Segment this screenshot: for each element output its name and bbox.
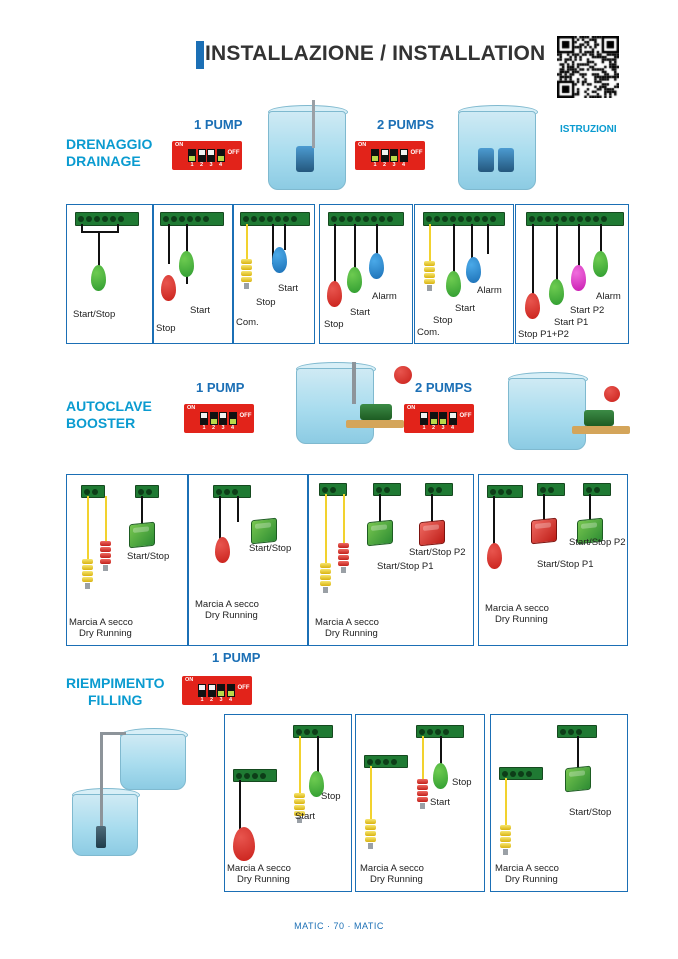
caption: Start/Stop — [249, 543, 292, 554]
caption: Start/Stop P2 — [569, 537, 626, 548]
terminal-block — [425, 483, 453, 496]
terminal-block — [328, 212, 404, 226]
dip-cell-2[interactable] — [198, 149, 206, 162]
tank-riempimento-upper — [120, 728, 186, 790]
caption: Start P2 — [570, 305, 605, 316]
dip-on-label: ON — [185, 677, 194, 683]
caption: Dry Running — [325, 628, 378, 639]
dip-switch-drenaggio-2pumps[interactable] — [355, 141, 425, 170]
dip-cell-1[interactable] — [200, 412, 208, 425]
wire — [325, 494, 327, 564]
dip-cell-4[interactable] — [449, 412, 457, 425]
qr-code[interactable] — [557, 36, 619, 98]
wire — [343, 494, 345, 546]
wiring-panel-drenaggio-4 — [319, 204, 413, 344]
dip-on-label: ON — [358, 142, 367, 148]
float-switch-green — [446, 271, 461, 297]
caption: Marcia A secco — [195, 599, 259, 610]
section-title-en: BOOSTER — [66, 415, 136, 431]
dip-number-2: 2 — [211, 425, 216, 431]
dip-cell-4[interactable] — [227, 684, 235, 697]
wire — [493, 496, 495, 546]
caption: Alarm — [477, 285, 502, 296]
float-switch-green-2 — [593, 251, 608, 277]
wire — [239, 780, 241, 830]
terminal-block — [583, 483, 611, 496]
terminal-block — [373, 483, 401, 496]
box-float-green — [251, 518, 277, 545]
terminal-block — [537, 483, 565, 496]
dip-cell-1[interactable] — [420, 412, 428, 425]
pump-riser-1 — [312, 100, 315, 148]
caption: Start — [278, 283, 299, 294]
caption: Start/Stop — [569, 807, 612, 818]
wire — [105, 496, 107, 544]
terminal-block — [75, 212, 139, 226]
wire — [168, 224, 170, 264]
terminal-block — [526, 212, 624, 226]
section-title-it: AUTOCLAVE — [66, 398, 152, 414]
pressure-vessel-1 — [394, 366, 412, 384]
pump-base-1 — [346, 420, 404, 428]
pump-icon-drenaggio-2a — [478, 148, 494, 172]
float-switch-green — [179, 251, 194, 277]
section-title-en: DRAINAGE — [66, 153, 141, 169]
section-title-riempimento — [66, 675, 165, 709]
dip-number-1: 1 — [373, 162, 377, 168]
float-switch-blue — [466, 257, 481, 283]
caption: Marcia A secco — [360, 863, 424, 874]
wire — [246, 224, 248, 262]
dip-off-label: OFF — [237, 685, 250, 691]
dip-cell-1[interactable] — [188, 149, 196, 162]
level-regulator-yellow — [241, 259, 252, 289]
wire — [589, 494, 591, 520]
caption: Com. — [417, 327, 440, 338]
level-regulator-yellow — [365, 819, 376, 849]
level-regulator-red — [417, 779, 428, 809]
wiring-panel-drenaggio-2 — [153, 204, 233, 344]
dip-on-label: ON — [407, 405, 416, 411]
dip-number-4: 4 — [450, 425, 455, 431]
dip-cell-3[interactable] — [390, 149, 398, 162]
caption: Start/Stop — [127, 551, 170, 562]
dip-cell-2[interactable] — [430, 412, 438, 425]
caption: Stop — [452, 777, 472, 788]
dip-off-label: OFF — [239, 413, 252, 419]
wiring-panel-riempimento-1 — [224, 714, 352, 892]
caption: Alarm — [596, 291, 621, 302]
wire — [117, 224, 119, 232]
caption: Start — [350, 307, 371, 318]
wiring-panel-autoclave-2 — [188, 474, 308, 646]
caption: Start/Stop P1 — [537, 559, 594, 570]
config-label-autoclave-1pump: 1 PUMP — [196, 380, 245, 395]
level-regulator-yellow — [424, 261, 435, 291]
pump-icon-autoclave-1 — [360, 404, 392, 420]
dip-cell-4[interactable] — [400, 149, 408, 162]
page-footer: MATIC · 70 · MATIC — [294, 921, 384, 931]
pump-icon-drenaggio-1 — [296, 146, 314, 172]
wiring-panel-autoclave-1 — [66, 474, 188, 646]
caption: Alarm — [372, 291, 397, 302]
terminal-block — [81, 485, 105, 498]
dip-cell-1[interactable] — [371, 149, 379, 162]
section-title-it: DRENAGGIO — [66, 136, 153, 152]
terminal-block — [135, 485, 159, 498]
wire — [81, 224, 83, 232]
dip-number-3: 3 — [441, 425, 445, 431]
wire — [543, 494, 545, 520]
config-label-drenaggio-2pumps: 2 PUMPS — [377, 117, 435, 132]
box-float-red — [419, 520, 445, 547]
dip-number-4: 4 — [401, 162, 406, 168]
float-switch-green — [347, 267, 362, 293]
float-switch-red — [525, 293, 540, 319]
dip-cell-4[interactable] — [229, 412, 237, 425]
box-float-green — [565, 766, 591, 793]
dip-on-label: ON — [187, 405, 196, 411]
terminal-block — [423, 212, 505, 226]
caption: Marcia A secco — [495, 863, 559, 874]
config-label-riempimento-1pump: 1 PUMP — [212, 650, 261, 665]
dip-number-1: 1 — [190, 162, 194, 168]
wire — [141, 496, 143, 524]
dip-number-4: 4 — [230, 425, 235, 431]
float-switch-magenta — [571, 265, 586, 291]
dip-cell-3[interactable] — [219, 412, 227, 425]
pump-base-2 — [572, 426, 630, 434]
wire — [87, 496, 89, 560]
caption: Start/Stop — [73, 309, 116, 320]
dip-off-label: OFF — [459, 413, 472, 419]
dip-switch-autoclave-1pump[interactable] — [184, 404, 254, 433]
dip-on-label: ON — [175, 142, 184, 148]
dip-number-4: 4 — [228, 697, 233, 703]
wire — [237, 496, 239, 522]
pump-icon-drenaggio-2b — [498, 148, 514, 172]
title-accent-bar — [196, 41, 204, 69]
dip-number-4: 4 — [218, 162, 223, 168]
wire — [532, 224, 534, 302]
box-float-red — [531, 518, 557, 545]
section-title-drenaggio — [66, 136, 152, 170]
caption: Start/Stop P2 — [409, 547, 466, 558]
tank-autoclave-1 — [296, 362, 374, 444]
dip-cell-1[interactable] — [198, 684, 206, 697]
config-label-autoclave-2pumps: 2 PUMPS — [415, 380, 473, 395]
level-regulator-red — [100, 541, 111, 571]
qr-label: ISTRUZIONI — [560, 124, 617, 135]
dip-cell-2[interactable] — [381, 149, 389, 162]
caption: Stop P1+P2 — [518, 329, 569, 340]
probe-icon — [96, 826, 106, 848]
float-switch-red — [233, 827, 255, 861]
wire — [422, 736, 424, 782]
wire — [219, 496, 221, 540]
page-title: INSTALLAZIONE / INSTALLATION — [205, 42, 546, 65]
dip-switch-drenaggio-1pump[interactable] — [172, 141, 242, 170]
terminal-block — [240, 212, 310, 226]
caption: Stop — [156, 323, 176, 334]
wiring-panel-riempimento-3 — [490, 714, 628, 892]
wire — [299, 736, 301, 796]
wire — [505, 778, 507, 828]
caption: Com. — [236, 317, 259, 328]
caption: Marcia A secco — [315, 617, 379, 628]
dip-number-3: 3 — [392, 162, 396, 168]
wiring-panel-autoclave-4 — [478, 474, 628, 646]
dip-number-1: 1 — [422, 425, 426, 431]
float-switch-red — [327, 281, 342, 307]
dip-number-3: 3 — [209, 162, 213, 168]
float-switch-red — [487, 543, 502, 569]
wiring-panel-riempimento-2 — [355, 714, 485, 892]
caption: Start — [190, 305, 211, 316]
wiring-panel-drenaggio-5 — [414, 204, 514, 344]
caption: Start — [455, 303, 476, 314]
section-title-it: RIEMPIMENTO — [66, 675, 165, 691]
dip-number-3: 3 — [221, 425, 225, 431]
caption: Start/Stop P1 — [377, 561, 434, 572]
wiring-panel-drenaggio-3 — [233, 204, 315, 344]
wire — [577, 736, 579, 770]
caption: Dry Running — [237, 874, 290, 885]
wire — [370, 766, 372, 822]
caption: Marcia A secco — [227, 863, 291, 874]
level-regulator-red — [338, 543, 349, 573]
caption: Dry Running — [370, 874, 423, 885]
wiring-panel-drenaggio-6 — [515, 204, 629, 344]
float-switch-green — [433, 763, 448, 789]
float-switch-green — [91, 265, 106, 291]
caption: Start P1 — [554, 317, 589, 328]
wire — [284, 224, 286, 250]
tank-autoclave-2 — [508, 372, 586, 450]
wiring-panel-drenaggio-1 — [66, 204, 153, 344]
level-regulator-yellow — [500, 825, 511, 855]
level-regulator-yellow — [320, 563, 331, 593]
caption: Start — [295, 811, 316, 822]
caption: Dry Running — [495, 614, 548, 625]
dip-number-2: 2 — [209, 697, 214, 703]
dip-off-label: OFF — [227, 150, 240, 156]
caption: Dry Running — [505, 874, 558, 885]
caption: Stop — [433, 315, 453, 326]
pressure-vessel-2 — [604, 386, 620, 402]
dip-cell-2[interactable] — [210, 412, 218, 425]
config-label-drenaggio-1pump: 1 PUMP — [194, 117, 243, 132]
wire — [487, 224, 489, 254]
section-title-autoclave — [66, 398, 152, 432]
dip-switch-autoclave-2pumps[interactable] — [404, 404, 474, 433]
section-title-en: FILLING — [88, 692, 143, 708]
caption: Start — [430, 797, 451, 808]
filling-pipe-top — [100, 732, 126, 735]
float-switch-blue — [272, 247, 287, 273]
dip-cell-2[interactable] — [208, 684, 216, 697]
dip-number-2: 2 — [431, 425, 436, 431]
caption: Marcia A secco — [69, 617, 133, 628]
dip-cell-4[interactable] — [217, 149, 225, 162]
float-switch-green — [549, 279, 564, 305]
float-switch-blue — [369, 253, 384, 279]
dip-cell-3[interactable] — [439, 412, 447, 425]
caption: Dry Running — [205, 610, 258, 621]
wire — [81, 231, 119, 233]
caption: Marcia A secco — [485, 603, 549, 614]
dip-number-1: 1 — [200, 697, 204, 703]
dip-cell-3[interactable] — [217, 684, 225, 697]
wire — [379, 494, 381, 522]
filling-pipe — [100, 732, 103, 830]
booster-pipe-1 — [352, 362, 356, 404]
wiring-panel-autoclave-3 — [308, 474, 474, 646]
wire — [429, 224, 431, 264]
wire — [98, 231, 100, 267]
dip-off-label: OFF — [410, 150, 423, 156]
box-float-green — [367, 520, 393, 547]
dip-number-1: 1 — [202, 425, 206, 431]
level-regulator-yellow — [82, 559, 93, 589]
dip-switch-riempimento-1pump[interactable] — [182, 676, 252, 705]
caption: Stop — [324, 319, 344, 330]
dip-number-2: 2 — [199, 162, 204, 168]
float-switch-red — [161, 275, 176, 301]
wire — [440, 736, 442, 766]
caption: Dry Running — [79, 628, 132, 639]
caption: Stop — [321, 791, 341, 802]
dip-cell-3[interactable] — [207, 149, 215, 162]
box-float-green — [129, 522, 155, 549]
dip-number-3: 3 — [219, 697, 223, 703]
caption: Stop — [256, 297, 276, 308]
wire — [431, 494, 433, 522]
pump-icon-autoclave-2 — [584, 410, 614, 426]
tank-drenaggio-2 — [458, 105, 536, 190]
wire — [317, 736, 319, 774]
float-switch-red — [215, 537, 230, 563]
dip-number-2: 2 — [382, 162, 387, 168]
